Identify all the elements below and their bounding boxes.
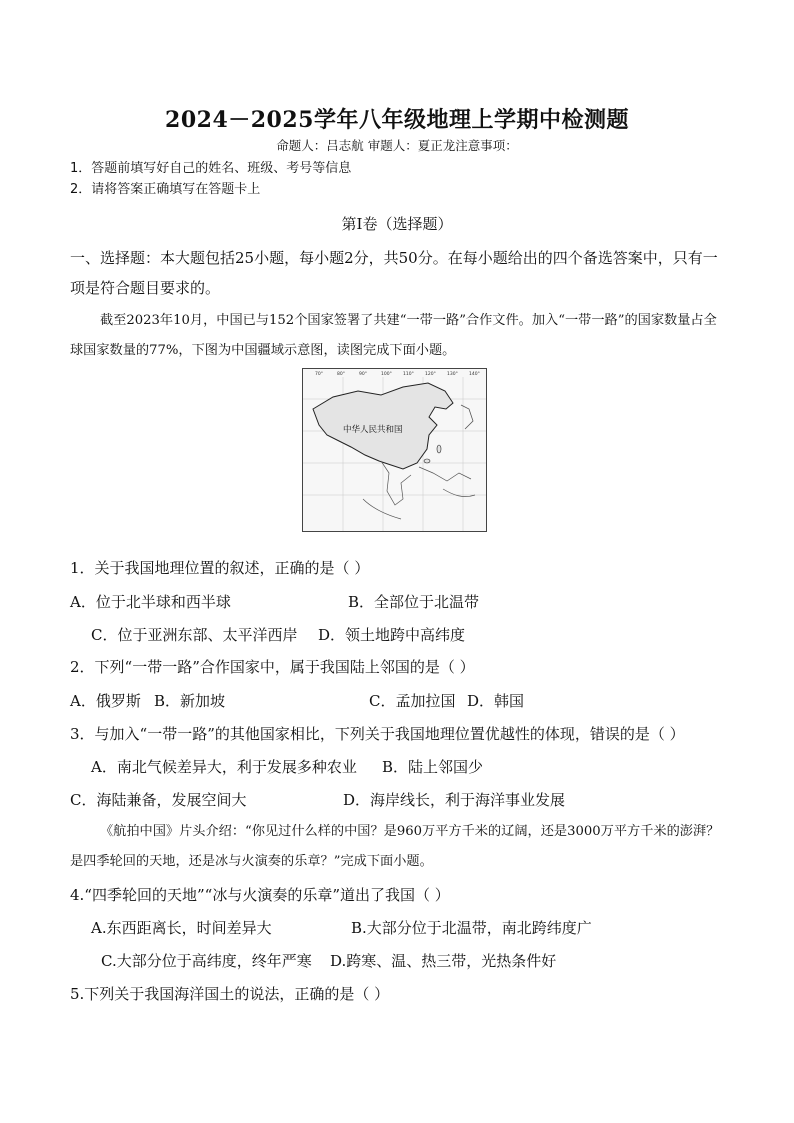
q3-option-a: A．南北气候差异大，利于发展多种农业 <box>91 758 357 776</box>
q2-option-d: D．韩国 <box>467 692 525 710</box>
map-tick-100: 100° <box>381 372 392 377</box>
q1-option-b: B．全部位于北温带 <box>348 593 480 611</box>
material-2: 《航拍中国》片头介绍：“你见过什么样的中国？是960万平方千米的辽阔，还是3000万平方千米的澎湃？是四季轮回的天地，还是冰与火演奏的乐章？”完成下面小题。 <box>70 824 720 869</box>
q3-option-c: C．海陆兼备，发展空间大 <box>70 791 247 809</box>
q1-option-d: D．领土地跨中高纬度 <box>318 626 466 644</box>
map-tick-70: 70° <box>315 372 323 377</box>
section-instructions: 一、选择题：本大题包括25小题，每小题2分，共50分。在每小题给出的四个备选答案中，只有一项是符合题目要求的。 <box>70 249 718 297</box>
map-tick-120: 120° <box>425 372 436 377</box>
exam-subtitle: 命题人：吕志航 审题人：夏正龙注意事项： <box>276 138 518 153</box>
question-1-stem: 1．关于我国地理位置的叙述，正确的是（ ） <box>70 559 370 577</box>
q4-option-c: C.大部分位于高纬度，终年严寒 <box>101 952 312 970</box>
q2-option-c: C．孟加拉国 <box>369 692 456 710</box>
map-tick-140: 140° <box>469 372 480 377</box>
q1-option-c: C．位于亚洲东部、太平洋西岸 <box>91 626 298 644</box>
material-1: 截至2023年10月，中国已与152个国家签署了共建“一带一路”合作文件。加入“一带一路”的国家数量占全球国家数量的77%，下图为中国疆域示意图，读图完成下面小题。 <box>70 313 717 358</box>
q3-option-d: D．海岸线长，利于海洋事业发展 <box>343 791 566 809</box>
map-tick-80: 80° <box>337 372 345 377</box>
china-territory-map <box>302 368 487 532</box>
question-2-stem: 2．下列“一带一路”合作国家中，属于我国陆上邻国的是（ ） <box>70 658 475 676</box>
map-tick-130: 130° <box>447 372 458 377</box>
q4-option-d: D.跨寒、温、热三带，光热条件好 <box>330 952 557 970</box>
exam-title: 2024－2025学年八年级地理上学期中检测题 <box>165 107 629 133</box>
q4-option-a: A.东西距离长，时间差异大 <box>91 919 272 937</box>
map-label-china: 中华人民共和国 <box>343 425 403 435</box>
note-1: 1．答题前填写好自己的姓名、班级、考号等信息 <box>70 161 352 176</box>
q2-option-a: A．俄罗斯 <box>70 692 141 710</box>
map-tick-110: 110° <box>403 372 414 377</box>
map-tick-90: 90° <box>359 372 367 377</box>
note-2: 2．请将答案正确填写在答题卡上 <box>70 182 261 197</box>
q2-option-b: B．新加坡 <box>154 692 226 710</box>
question-5-stem: 5.下列关于我国海洋国土的说法，正确的是（ ） <box>70 985 390 1003</box>
map-graphic <box>303 369 486 531</box>
q3-option-b: B．陆上邻国少 <box>382 758 484 776</box>
question-4-stem: 4.“四季轮回的天地”“冰与火演奏的乐章”道出了我国（ ） <box>70 886 450 904</box>
q4-option-b: B.大部分位于北温带，南北跨纬度广 <box>351 919 592 937</box>
q1-option-a: A．位于北半球和西半球 <box>70 593 231 611</box>
section-title: 第Ⅰ卷（选择题） <box>341 215 453 233</box>
question-3-stem: 3．与加入“一带一路”的其他国家相比，下列关于我国地理位置优越性的体现，错误的是（ ） <box>70 725 685 743</box>
